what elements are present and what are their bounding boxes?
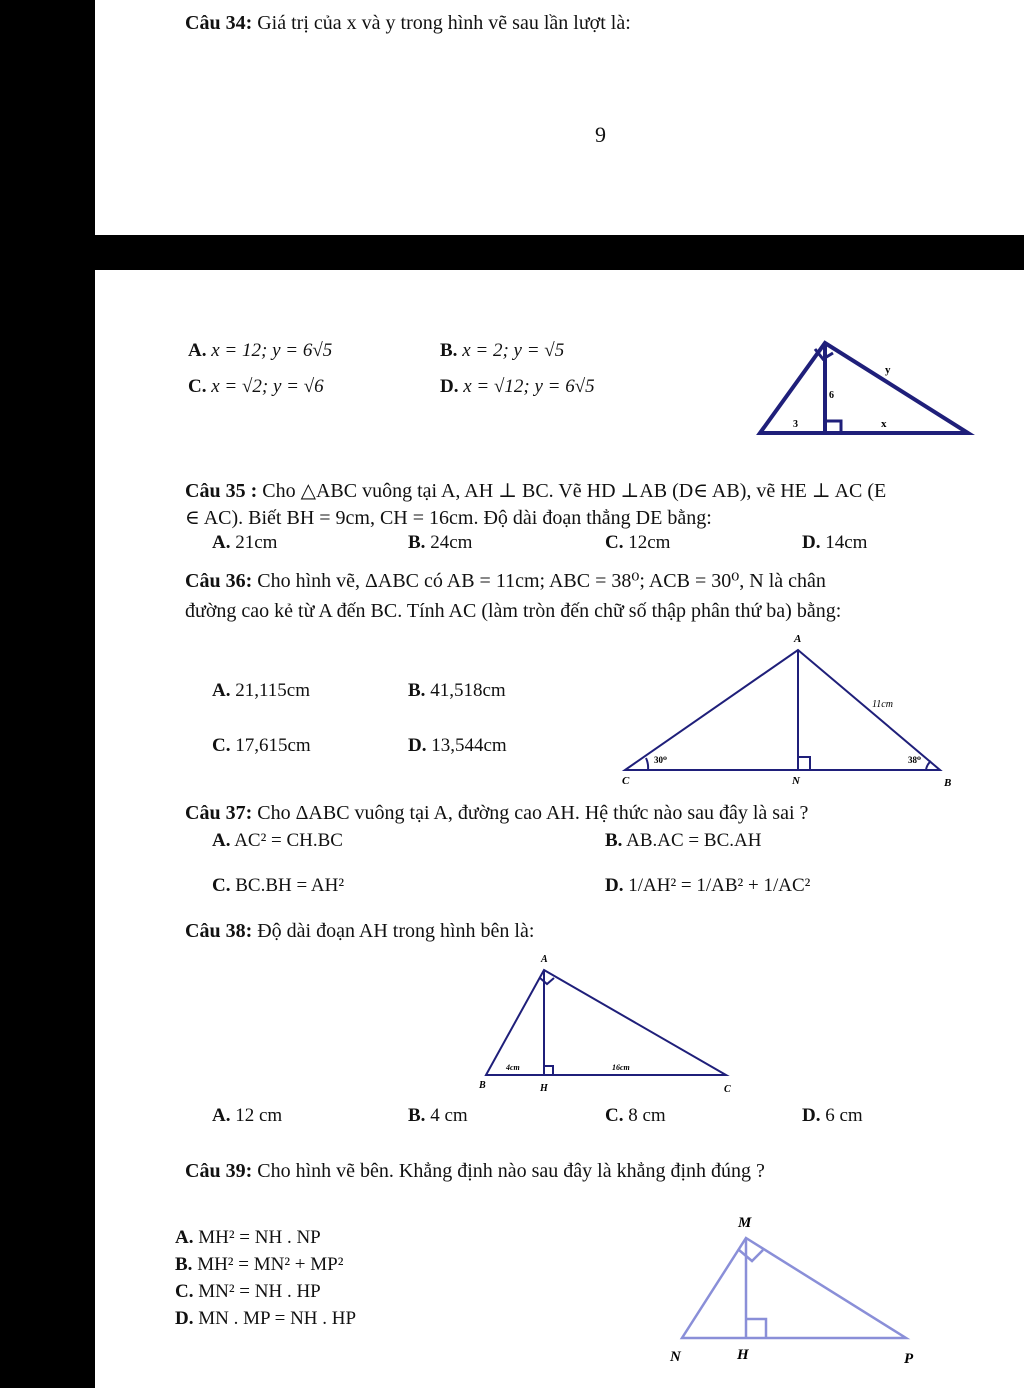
q36-label-a: A [794,633,802,645]
q37-option-d: D. 1/AH² = 1/AB² + 1/AC² [605,875,811,896]
q34-triangle [760,343,968,433]
q36-option-c: C. 17,615cm [212,735,311,756]
q38-figure [470,950,740,1100]
q34-text: Giá trị của x và y trong hình vẽ sau lần lượt là: [257,12,631,34]
q35-option-c: C. 12cm [605,532,671,553]
q34-label-x: x [881,418,887,430]
q36-label-c: C [622,775,630,787]
q36-option-d: D. 13,544cm [408,735,507,756]
q34-figure [755,335,980,445]
q37-option-b: B. AB.AC = BC.AH [605,830,762,851]
q35-line1: Câu 35 : Cho △ABC vuông tại A, AH ⊥ BC. Vẽ HD ⊥AB (D∈ AB), vẽ HE ⊥ AC (E [185,480,887,502]
q36-right-angle [798,757,810,770]
q39-option-c: C. MN² = NH . HP [175,1281,321,1302]
q37-header: Câu 37: Cho ΔABC vuông tại A, đường cao AH. Hệ thức nào sau đây là sai ? [185,802,809,824]
q36-label-11cm: 11cm [872,699,893,710]
q35-option-d: D. 14cm [802,532,868,553]
q38-triangle [486,970,726,1075]
q38-option-a: A. 12 cm [212,1105,283,1126]
q36-label-b: B [944,777,952,789]
q38-option-b: B. 4 cm [408,1105,468,1126]
q36-label-38: 38⁰ [908,755,921,765]
q39-header: Câu 39: Cho hình vẽ bên. Khẳng định nào sau đây là khẳng định đúng ? [185,1160,765,1182]
q38-label-b: B [479,1080,486,1091]
q34-label: Câu 34: [185,12,253,34]
q39-triangle [682,1238,906,1338]
q39-right-angle-h [746,1319,766,1338]
q36-triangle [625,650,940,770]
q37-option-c: C. BC.BH = AH² [212,875,345,896]
page-top [95,0,1024,235]
q36-angle-arc-c [646,758,648,770]
q34-option-a: A. x = 12; y = 6√5 [188,340,333,361]
q38-label-h: H [540,1083,548,1094]
q36-line2: đường cao kẻ từ A đến BC. Tính AC (làm tròn đến chữ số thập phân thứ ba) bằng: [185,600,842,622]
q39-option-a: A. MH² = NH . NP [175,1227,321,1248]
q34-option-d: D. x = √12; y = 6√5 [440,376,595,397]
q38-option-d: D. 6 cm [802,1105,863,1126]
q34-option-c: C. x = √2; y = √6 [188,376,324,397]
q34-label-3: 3 [793,419,798,430]
q39-label-p: P [904,1351,914,1367]
q35-option-b: B. 24cm [408,532,473,553]
q34-option-b: B. x = 2; y = √5 [440,340,565,361]
q34-header [185,12,631,35]
q39-label-m: M [738,1215,752,1231]
q38-right-angle-h [544,1066,553,1075]
q39-option-b: B. MH² = MN² + MP² [175,1254,344,1275]
q36-label-30: 30⁰ [654,755,667,765]
q38-option-c: C. 8 cm [605,1105,666,1126]
q39-label-h: H [737,1347,749,1363]
q38-label-16cm: 16cm [612,1063,630,1072]
q36-option-a: A. 21,115cm [212,680,310,701]
q34-number-9: 9 [595,122,606,147]
q38-label-c: C [724,1084,731,1095]
q38-label-a: A [541,954,548,965]
q36-label-n: N [792,775,800,787]
q39-option-d: D. MN . MP = NH . HP [175,1308,357,1329]
q39-right-angle-m [739,1250,763,1261]
q39-figure [660,1205,930,1385]
q37-option-a: A. AC² = CH.BC [212,830,343,851]
q36-option-b: B. 41,518cm [408,680,506,701]
q38-right-angle-a [540,978,554,984]
q36-angle-arc-b [926,761,931,770]
q34-label-y: y [885,364,891,376]
q36-figure [610,630,960,795]
q39-label-n: N [670,1349,681,1365]
q35-line2: ∈ AC). Biết BH = 9cm, CH = 16cm. Độ dài đoạn thẳng DE bằng: [185,507,712,529]
q38-label-4cm: 4cm [506,1063,520,1072]
q38-header: Câu 38: Độ dài đoạn AH trong hình bên là: [185,920,535,942]
q34-label-6: 6 [829,390,834,401]
q35-option-a: A. 21cm [212,532,278,553]
q36-line1: Câu 36: Cho hình vẽ, ΔABC có AB = 11cm; ABC = 38⁰; ACB = 30⁰, N là chân [185,570,826,592]
